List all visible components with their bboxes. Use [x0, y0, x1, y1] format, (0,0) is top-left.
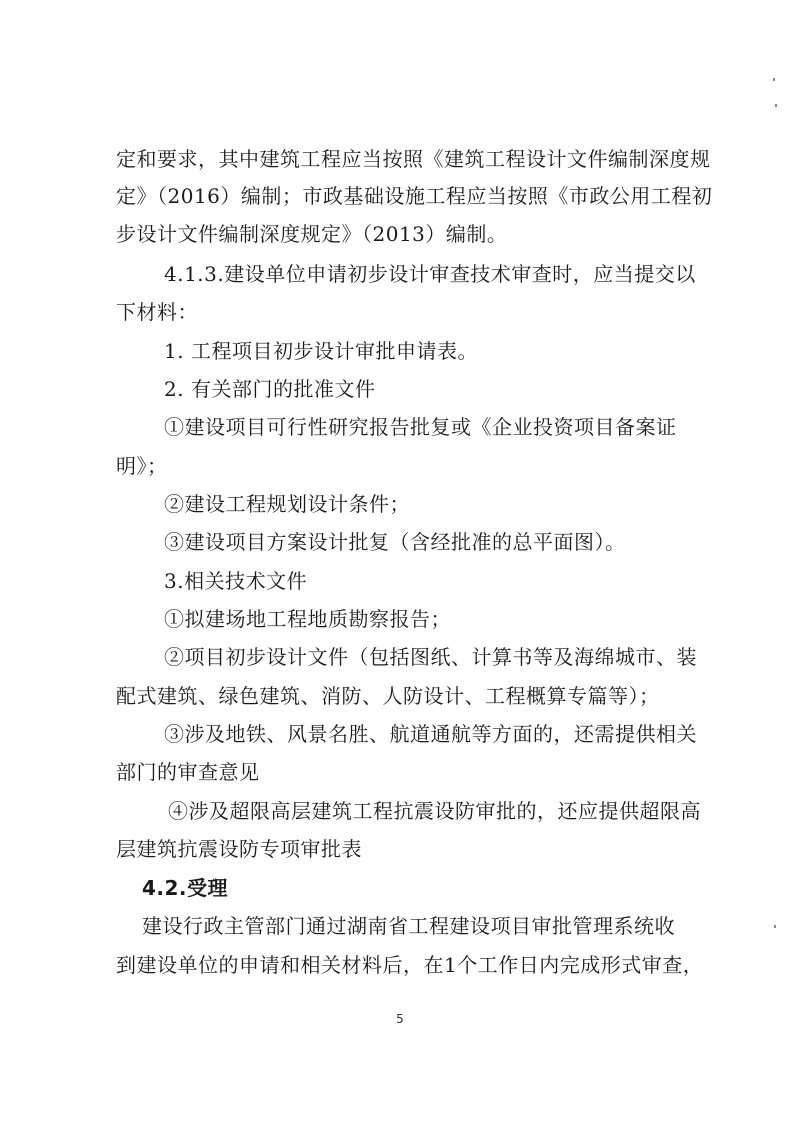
sub-item-2: ②项目初步设计文件（包括图纸、计算书等及海绵城市、装 [164, 645, 697, 669]
text-line: 下材料： [116, 300, 198, 324]
section-4-1-3-line: 4.1.3.建设单位申请初步设计审查技术审查时，应当提交以 [164, 262, 696, 286]
text-line: 步设计文件编制深度规定》（2013）编制。 [116, 222, 508, 246]
text-line: 配式建筑、绿色建筑、消防、人防设计、工程概算专篇等）； [116, 684, 660, 708]
list-item-3: 3.相关技术文件 [164, 569, 308, 593]
list-item-1: 1. 工程项目初步设计审批申请表。 [164, 339, 478, 363]
text-line: 明》； [116, 454, 168, 478]
list-item-2: 2. 有关部门的批准文件 [164, 377, 376, 401]
text-line: 建设行政主管部门通过湖南省工程建设项目审批管理系统收 [142, 914, 675, 938]
sub-item-2: ②建设工程规划设计条件； [164, 492, 410, 516]
sub-item-1: ①建设项目可行性研究报告批复或《企业投资项目备案证 [164, 415, 677, 439]
sub-item-4: ④涉及超限高层建筑工程抗震设防审批的，还应提供超限高 [168, 799, 701, 823]
sub-item-3: ③建设项目方案设计批复（含经批准的总平面图）。 [164, 530, 626, 554]
scan-speck [775, 104, 777, 107]
scan-speck [773, 78, 775, 81]
page-number: 5 [396, 1012, 404, 1026]
sub-item-1: ①拟建场地工程地质勘察报告； [164, 607, 451, 631]
text-line: 到建设单位的申请和相关材料后，在1个工作日内完成形式审查， [116, 953, 704, 977]
text-line: 定》（2016）编制；市政基础设施工程应当按照《市政公用工程初 [116, 184, 713, 208]
text-line: 层建筑抗震设防专项审批表 [116, 837, 362, 861]
text-line: 定和要求，其中建筑工程应当按照《建筑工程设计文件编制深度规 [116, 147, 711, 171]
scan-speck [774, 925, 776, 928]
sub-item-3: ③涉及地铁、风景名胜、航道通航等方面的，还需提供相关 [164, 722, 697, 746]
text-line: 部门的审查意见 [116, 760, 260, 784]
section-heading-4-2: 4.2.受理 [142, 876, 229, 900]
